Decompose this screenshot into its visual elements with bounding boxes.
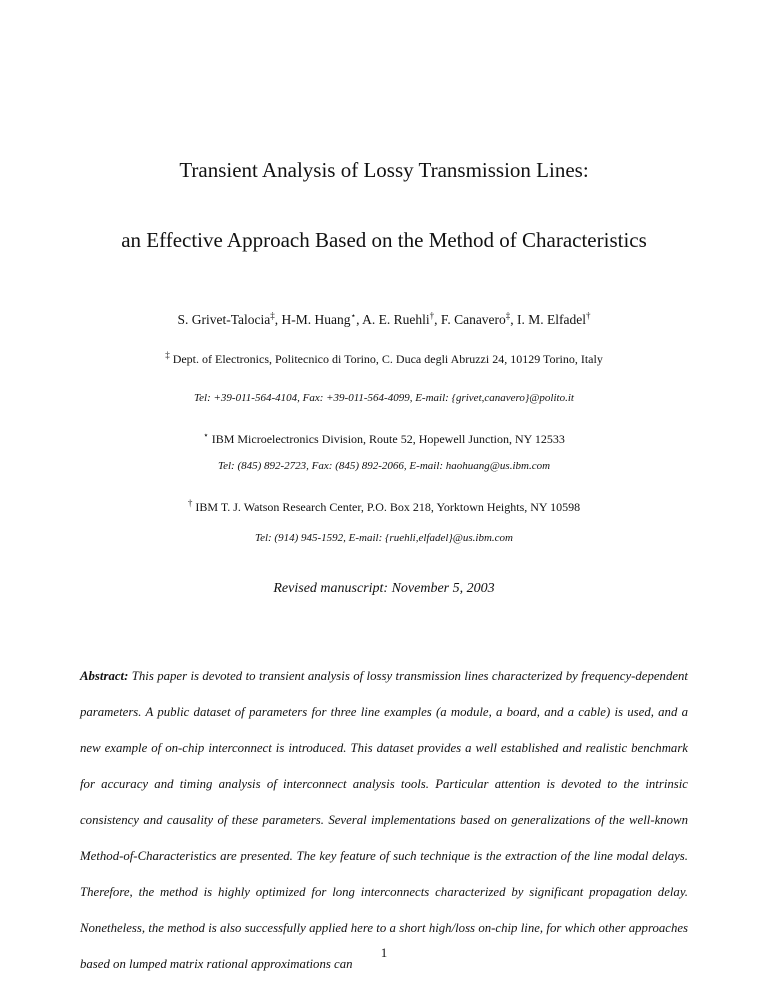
author-mark: ‡ [270,310,275,321]
affiliation-ibm-watson [0,499,768,515]
author-name: H-M. Huang [281,312,351,327]
contact-torino: Tel: +39-011-564-4104, Fax: +39-011-564-4099, E-mail: {grivet,canavero}@polito.it [194,392,574,404]
author-mark: ‡ [505,310,511,321]
affiliation-mark: ⋆ [203,430,209,440]
affiliation-text: IBM T. J. Watson Research Center, P.O. Box 218, Yorktown Heights, NY 10598 [195,500,581,514]
author-name: F. Canavero [440,312,506,327]
revised-date: Revised manuscript: November 5, 2003 [273,581,495,596]
author-mark: † [429,310,435,321]
page-number: 1 [380,945,388,960]
author-name: S. Grivet-Talocia [177,312,271,327]
affiliation-mark: ‡ [165,350,170,360]
affiliation-mark: † [187,498,193,508]
author-list: S. Grivet-Talocia‡, H-M. Huang⋆, A. E. Ruehli†, F. Canavero‡, I. M. Elfadel† [177,310,591,327]
author-mark: ⋆ [350,310,357,321]
abstract-label: Abstract: [80,669,129,683]
abstract [80,658,688,982]
contact-ibm-watson: Tel: (914) 945-1592, E-mail: {ruehli,elfadel}@us.ibm.com [254,532,514,544]
affiliation-torino [0,351,768,367]
abstract-text: This paper is devoted to transient analysis of lossy transmission lines characterized by frequency-dependent parameters. A public dataset of parameters for three line examples (a module, a board, and a cable) is used, and a new example of on-chip interconnect is introduced. This dataset provides a well established and realistic benchmark for accuracy and timing analysis of interconnect analysis tools. Particular attention is devoted to the intrinsic consistency and causality of these parameters. Several implementations based on generalizations of the well-known Method-of-Characteristics are presented. The key feature of such technique is the extraction of the line modal delays. Therefore, the method is highly optimized for long interconnects characterized by significant propagation delay. Nonetheless, the method is also successfully applied here to a short high/loss on-chip line, for which other approaches based on lumped matrix rational approximations can [80,669,688,971]
paper-title-line-1: Transient Analysis of Lossy Transmission Lines: [179,158,589,182]
affiliation-text: IBM Microelectronics Division, Route 52, Hopewell Junction, NY 12533 [211,432,565,446]
contact-ibm-microelectronics: Tel: (845) 892-2723, Fax: (845) 892-2066, E-mail: haohuang@us.ibm.com [217,460,551,472]
affiliation-ibm-microelectronics [0,431,768,447]
author-name: I. M. Elfadel [517,312,587,327]
author-name: A. E. Ruehli [362,312,430,327]
paper-title-line-2: an Effective Approach Based on the Method of Characteristics [121,228,647,252]
author-mark: † [586,310,591,321]
affiliation-text: Dept. of Electronics, Politecnico di Torino, C. Duca degli Abruzzi 24, 10129 Torino, Italy [172,352,603,366]
